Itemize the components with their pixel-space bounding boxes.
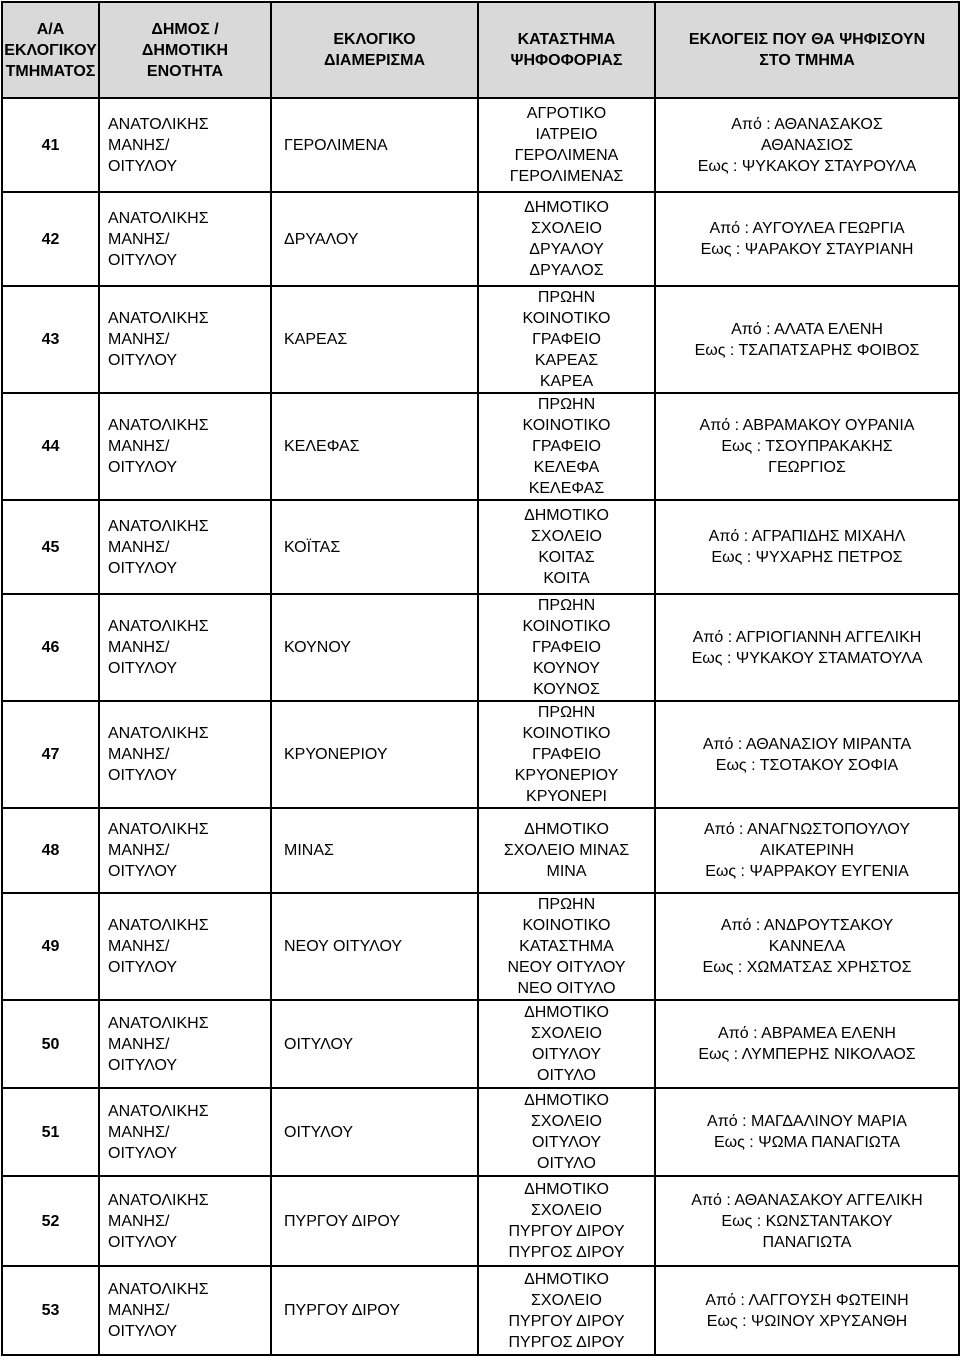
- municipal-unit-line: ΑΝΑΤΟΛΙΚΗΣ: [108, 310, 209, 327]
- municipal-unit-line: ΜΑΝΗΣ/: [108, 746, 170, 763]
- polling-station: [478, 98, 655, 192]
- polling-station-line: ΔΗΜΟΤΙΚΟ: [524, 507, 609, 524]
- voter-range-line: ΑΘΑΝΑΣΙΟΣ: [760, 136, 854, 154]
- municipal-unit-line: ΟΙΤΥΛΟΥ: [108, 559, 178, 577]
- header-line: ΔΗΜΟΣ /: [151, 20, 219, 38]
- header-line: ΔΙΑΜΕΡΙΣΜΑ: [323, 52, 426, 69]
- municipal-unit-line: ΑΝΑΤΟΛΙΚΗΣ: [108, 517, 209, 535]
- header-municipality: [99, 2, 271, 98]
- section-number: 42: [2, 192, 99, 286]
- table-header: [2, 2, 959, 98]
- municipal-unit-line: ΜΑΝΗΣ/: [108, 438, 170, 455]
- electoral-district: [271, 1088, 478, 1176]
- polling-station-line: ΓΕΡΟΛΙΜΕΝΑΣ: [509, 168, 624, 185]
- municipal-unit-line: ΜΑΝΗΣ/: [108, 938, 170, 955]
- municipal-unit-line: ΟΙΤΥΛΟΥ: [108, 1323, 178, 1340]
- polling-station-line: ΝΕΟΥ ΟΙΤΥΛΟΥ: [507, 959, 626, 976]
- municipal-unit-line: ΜΑΝΗΣ/: [108, 230, 170, 248]
- voter-range-line: ΚΑΝΝΕΛΑ: [768, 938, 846, 955]
- polling-station-line: ΓΡΑΦΕΙΟ: [532, 331, 601, 348]
- polling-station-line: ΚΡΥΟΝΕΡΙ: [526, 788, 607, 805]
- polling-station-line: ΓΡΑΦΕΙΟ: [532, 746, 601, 763]
- municipal-unit-line: ΟΙΤΥΛΟΥ: [108, 660, 178, 677]
- polling-station-line: ΣΧΟΛΕΙΟ: [531, 1202, 602, 1219]
- voter-range-line: Από : ΑΒΡΑΜΑΚΟΥ ΟΥΡΑΝΙΑ: [699, 417, 915, 434]
- voter-range: [655, 1176, 959, 1266]
- voter-range: [655, 192, 959, 286]
- header-district: [271, 2, 478, 98]
- polling-station-line: ΣΧΟΛΕΙΟ: [531, 220, 602, 237]
- header-line: ΕΚΛΟΓΙΚΟΥ: [4, 41, 97, 59]
- polling-station-line: ΙΑΤΡΕΙΟ: [535, 126, 598, 143]
- municipal-unit-line: ΟΙΤΥΛΟΥ: [108, 767, 178, 784]
- municipal-unit-line: ΜΑΝΗΣ/: [108, 1123, 170, 1141]
- polling-station-line: ΓΕΡΟΛΙΜΕΝΑ: [514, 147, 619, 164]
- table-row: [2, 393, 959, 500]
- voter-range-line: Από : ΑΝΔΡΟΥΤΣΑΚΟΥ: [720, 917, 894, 934]
- table-row: [2, 594, 959, 701]
- polling-station-line: ΠΥΡΓΟΣ ΔΙΡΟΥ: [508, 1333, 625, 1351]
- electoral-district: [271, 192, 478, 286]
- section-number: 44: [2, 393, 99, 500]
- municipal-unit-line: ΟΙΤΥΛΟΥ: [108, 352, 178, 369]
- voter-range-line: Εως : ΨΑΡΑΚΟΥ ΣΤΑΥΡΙΑΝΗ: [700, 241, 914, 258]
- electoral-district: [271, 500, 478, 594]
- voter-range: [655, 500, 959, 594]
- voter-range: [655, 286, 959, 393]
- header-line: ΔΗΜΟΤΙΚΗ: [141, 41, 229, 59]
- voter-range-line: Από : ΑΘΑΝΑΣΑΚΟΥ ΑΓΓΕΛΙΚΗ: [691, 1191, 923, 1209]
- electoral-district-line: ΝΕΟΥ ΟΙΤΥΛΟΥ: [284, 938, 403, 955]
- voter-range-line: Από : ΑΥΓΟΥΛΕΑ ΓΕΩΡΓΙΑ: [709, 220, 905, 237]
- table-row: [2, 1176, 959, 1266]
- electoral-district-line: ΚΡΥΟΝΕΡΙΟΥ: [284, 746, 388, 763]
- polling-station-line: ΔΗΜΟΤΙΚΟ: [524, 199, 609, 216]
- voter-range-line: Εως : ΨΥΚΑΚΟΥ ΣΤΑΥΡΟΥΛΑ: [697, 157, 917, 175]
- municipal-unit-line: ΑΝΑΤΟΛΙΚΗΣ: [108, 209, 209, 227]
- table-row: [2, 1088, 959, 1176]
- voter-range-line: ΠΑΝΑΓΙΩΤΑ: [762, 1233, 852, 1251]
- section-number: 49: [2, 893, 99, 1000]
- polling-station-line: ΔΗΜΟΤΙΚΟ: [524, 1181, 609, 1198]
- municipal-unit: [99, 1000, 271, 1088]
- polling-station-line: ΚΑΤΑΣΤΗΜΑ: [519, 938, 614, 955]
- polling-station-line: ΚΟΙΝΟΤΙΚΟ: [522, 310, 611, 327]
- polling-station-line: ΠΡΩΗΝ: [537, 396, 596, 413]
- municipal-unit: [99, 192, 271, 286]
- voter-range-line: Εως : ΤΣΑΠΑΤΣΑΡΗΣ ΦΟΙΒΟΣ: [694, 341, 920, 359]
- voter-range-line: Από : ΑΓΡΙΟΓΙΑΝΝΗ ΑΓΓΕΛΙΚΗ: [692, 628, 922, 646]
- section-number: 52: [2, 1176, 99, 1266]
- electoral-district: [271, 1266, 478, 1355]
- table-row: [2, 701, 959, 808]
- municipal-unit: [99, 500, 271, 594]
- municipal-unit-line: ΜΑΝΗΣ/: [108, 1035, 170, 1053]
- polling-station-line: ΝΕΟ ΟΙΤΥΛΟ: [517, 980, 616, 997]
- voter-range-line: Εως : ΨΑΡΡΑΚΟΥ ΕΥΓΕΝΙΑ: [705, 863, 909, 880]
- polling-station-line: ΟΙΤΥΛΟ: [537, 1155, 596, 1172]
- polling-station-line: ΚΟΙΤΑΣ: [538, 549, 595, 566]
- voter-range-line: Από : ΑΘΑΝΑΣΙΟΥ ΜΙΡΑΝΤΑ: [702, 735, 912, 753]
- voter-range-line: Από : ΑΝΑΓΝΩΣΤΟΠΟΥΛΟΥ: [703, 821, 911, 838]
- polling-station-line: ΚΟΥΝΟΣ: [533, 681, 600, 698]
- municipal-unit: [99, 1176, 271, 1266]
- municipal-unit-line: ΑΝΑΤΟΛΙΚΗΣ: [108, 618, 209, 635]
- municipal-unit: [99, 1088, 271, 1176]
- voter-range-line: Από : ΑΛΑΤΑ ΕΛΕΝΗ: [731, 320, 883, 338]
- polling-station: [478, 701, 655, 808]
- electoral-district-line: ΠΥΡΓΟΥ ΔΙΡΟΥ: [284, 1302, 400, 1319]
- polling-station: [478, 1000, 655, 1088]
- voter-range-line: ΓΕΩΡΓΙΟΣ: [768, 459, 846, 476]
- municipal-unit-line: ΑΝΑΤΟΛΙΚΗΣ: [108, 821, 209, 838]
- polling-station: [478, 808, 655, 893]
- voter-range-line: ΑΙΚΑΤΕΡΙΝΗ: [760, 842, 854, 859]
- section-number: 47: [2, 701, 99, 808]
- electoral-district-line: ΠΥΡΓΟΥ ΔΙΡΟΥ: [284, 1212, 400, 1230]
- polling-station-line: ΟΙΤΥΛΟ: [537, 1067, 596, 1084]
- electoral-district: [271, 286, 478, 393]
- table-row: [2, 98, 959, 192]
- polling-stations-table: [1, 1, 960, 1356]
- polling-station: [478, 1176, 655, 1266]
- municipal-unit-line: ΟΙΤΥΛΟΥ: [108, 459, 178, 476]
- header-line: ΕΚΛΟΓΙΚΟ: [333, 31, 416, 48]
- header-line: ΨΗΦΟΦΟΡΙΑΣ: [510, 52, 623, 69]
- electoral-district: [271, 893, 478, 1000]
- polling-station-line: ΔΡΥΑΛΟΥ: [529, 241, 604, 258]
- header-line: ΕΚΛΟΓΕΙΣ ΠΟΥ ΘΑ ΨΗΦΙΣΟΥΝ: [688, 31, 926, 48]
- polling-station-line: ΠΡΩΗΝ: [537, 704, 596, 721]
- electoral-district-line: ΓΕΡΟΛΙΜΕΝΑ: [284, 136, 388, 154]
- voter-range-line: Εως : ΨΩΙΝΟΥ ΧΡΥΣΑΝΘΗ: [706, 1312, 908, 1330]
- table-row: [2, 286, 959, 393]
- polling-station: [478, 893, 655, 1000]
- municipal-unit: [99, 594, 271, 701]
- polling-station-line: ΚΟΙΝΟΤΙΚΟ: [522, 725, 611, 742]
- header-line: ΤΜΗΜΑΤΟΣ: [5, 62, 96, 80]
- polling-station-line: ΚΡΥΟΝΕΡΙΟΥ: [514, 767, 619, 784]
- polling-station-line: ΠΥΡΓΟΥ ΔΙΡΟΥ: [508, 1223, 625, 1240]
- voter-range-line: Από : ΑΘΑΝΑΣΑΚΟΣ: [731, 115, 883, 133]
- electoral-district-line: ΜΙΝΑΣ: [284, 842, 334, 859]
- municipal-unit-line: ΟΙΤΥΛΟΥ: [108, 1144, 178, 1162]
- voter-range-line: Εως : ΤΣΟΥΠΡΑΚΑΚΗΣ: [721, 438, 893, 455]
- header-polling-station: [478, 2, 655, 98]
- polling-station-line: ΚΟΙΝΟΤΙΚΟ: [522, 618, 611, 635]
- municipal-unit-line: ΜΑΝΗΣ/: [108, 842, 170, 859]
- polling-station: [478, 192, 655, 286]
- polling-station-line: ΟΙΤΥΛΟΥ: [531, 1134, 602, 1151]
- polling-station-line: ΔΗΜΟΤΙΚΟ: [524, 1092, 609, 1109]
- electoral-district-line: ΚΕΛΕΦΑΣ: [284, 438, 360, 455]
- municipal-unit: [99, 701, 271, 808]
- polling-station-line: ΚΑΡΕΑΣ: [534, 352, 599, 369]
- electoral-district-line: ΚΟΪΤΑΣ: [284, 538, 341, 556]
- voter-range-line: Εως : ΨΥΧΑΡΗΣ ΠΕΤΡΟΣ: [711, 549, 903, 566]
- electoral-district-line: ΟΙΤΥΛΟΥ: [284, 1123, 354, 1141]
- polling-station-line: ΣΧΟΛΕΙΟ: [531, 528, 602, 545]
- polling-station-line: ΠΥΡΓΟΣ ΔΙΡΟΥ: [508, 1244, 625, 1261]
- municipal-unit-line: ΜΑΝΗΣ/: [108, 136, 170, 154]
- electoral-district: [271, 393, 478, 500]
- electoral-district: [271, 701, 478, 808]
- voter-range: [655, 98, 959, 192]
- voter-range-line: Εως : ΚΩΝΣΤΑΝΤΑΚΟΥ: [721, 1212, 893, 1230]
- municipal-unit-line: ΜΑΝΗΣ/: [108, 639, 170, 656]
- electoral-district: [271, 808, 478, 893]
- voter-range-line: Εως : ΨΥΚΑΚΟΥ ΣΤΑΜΑΤΟΥΛΑ: [691, 649, 923, 667]
- polling-station-line: ΠΡΩΗΝ: [537, 597, 596, 614]
- section-number: 50: [2, 1000, 99, 1088]
- electoral-district-line: ΟΙΤΥΛΟΥ: [284, 1035, 354, 1053]
- municipal-unit-line: ΟΙΤΥΛΟΥ: [108, 1056, 178, 1074]
- municipal-unit-line: ΟΙΤΥΛΟΥ: [108, 863, 178, 880]
- electoral-district: [271, 98, 478, 192]
- polling-station-line: ΚΟΙΤΑ: [543, 570, 590, 587]
- voter-range-line: Εως : ΛΥΜΠΕΡΗΣ ΝΙΚΟΛΑΟΣ: [698, 1046, 916, 1063]
- electoral-district-line: ΔΡΥΑΛΟΥ: [284, 230, 359, 248]
- municipal-unit-line: ΟΙΤΥΛΟΥ: [108, 959, 178, 976]
- header-section-number: [2, 2, 99, 98]
- municipal-unit-line: ΜΑΝΗΣ/: [108, 331, 170, 348]
- municipal-unit-line: ΑΝΑΤΟΛΙΚΗΣ: [108, 1102, 209, 1120]
- header-line: ΣΤΟ ΤΜΗΜΑ: [759, 52, 855, 69]
- section-number: 53: [2, 1266, 99, 1355]
- polling-station-line: ΣΧΟΛΕΙΟ ΜΙΝΑΣ: [503, 842, 630, 859]
- section-number: 51: [2, 1088, 99, 1176]
- polling-station-line: ΜΙΝΑ: [546, 863, 587, 880]
- electoral-district-line: ΚΟΥΝΟΥ: [284, 639, 351, 656]
- section-number: 46: [2, 594, 99, 701]
- municipal-unit-line: ΟΙΤΥΛΟΥ: [108, 157, 178, 175]
- municipal-unit: [99, 393, 271, 500]
- polling-station-line: ΚΟΙΝΟΤΙΚΟ: [522, 417, 611, 434]
- municipal-unit-line: ΑΝΑΤΟΛΙΚΗΣ: [108, 115, 209, 133]
- municipal-unit: [99, 893, 271, 1000]
- municipal-unit: [99, 98, 271, 192]
- voter-range-line: Εως : ΨΩΜΑ ΠΑΝΑΓΙΩΤΑ: [713, 1134, 901, 1151]
- municipal-unit-line: ΟΙΤΥΛΟΥ: [108, 1233, 178, 1251]
- header-line: ΕΝΟΤΗΤΑ: [146, 62, 224, 80]
- polling-station-line: ΠΥΡΓΟΥ ΔΙΡΟΥ: [508, 1312, 625, 1330]
- municipal-unit: [99, 286, 271, 393]
- polling-station-line: ΔΗΜΟΤΙΚΟ: [524, 1004, 609, 1021]
- polling-station-line: ΠΡΩΗΝ: [537, 289, 596, 306]
- polling-station-line: ΣΧΟΛΕΙΟ: [531, 1291, 602, 1309]
- polling-station-line: ΚΕΛΕΦΑ: [533, 459, 600, 476]
- table-body: [2, 98, 959, 1355]
- header-row: [2, 2, 959, 98]
- polling-station-line: ΠΡΩΗΝ: [537, 896, 596, 913]
- polling-station-line: ΑΓΡΟΤΙΚΟ: [526, 105, 607, 122]
- polling-station: [478, 500, 655, 594]
- voter-range: [655, 393, 959, 500]
- municipal-unit-line: ΜΑΝΗΣ/: [108, 1302, 170, 1319]
- municipal-unit-line: ΑΝΑΤΟΛΙΚΗΣ: [108, 1191, 209, 1209]
- electoral-district-line: ΚΑΡΕΑΣ: [284, 331, 348, 348]
- municipal-unit-line: ΟΙΤΥΛΟΥ: [108, 251, 178, 269]
- table-row: [2, 893, 959, 1000]
- municipal-unit-line: ΑΝΑΤΟΛΙΚΗΣ: [108, 1014, 209, 1032]
- voter-range: [655, 1266, 959, 1355]
- header-voters: [655, 2, 959, 98]
- electoral-district: [271, 1176, 478, 1266]
- municipal-unit-line: ΜΑΝΗΣ/: [108, 1212, 170, 1230]
- polling-station-line: ΚΑΡΕΑ: [539, 373, 594, 390]
- municipal-unit-line: ΜΑΝΗΣ/: [108, 538, 170, 556]
- voter-range: [655, 893, 959, 1000]
- municipal-unit: [99, 808, 271, 893]
- municipal-unit: [99, 1266, 271, 1355]
- polling-station-line: ΚΟΙΝΟΤΙΚΟ: [522, 917, 611, 934]
- municipal-unit-line: ΑΝΑΤΟΛΙΚΗΣ: [108, 417, 209, 434]
- voter-range-line: Εως : ΧΩΜΑΤΣΑΣ ΧΡΗΣΤΟΣ: [702, 959, 912, 976]
- polling-station: [478, 594, 655, 701]
- municipal-unit-line: ΑΝΑΤΟΛΙΚΗΣ: [108, 917, 209, 934]
- section-number: 41: [2, 98, 99, 192]
- voter-range: [655, 1088, 959, 1176]
- polling-station-line: ΣΧΟΛΕΙΟ: [531, 1025, 602, 1042]
- polling-station-line: ΔΗΜΟΤΙΚΟ: [524, 821, 609, 838]
- voter-range-line: Από : ΑΒΡΑΜΕΑ ΕΛΕΝΗ: [718, 1025, 896, 1042]
- polling-station: [478, 286, 655, 393]
- polling-station-line: ΣΧΟΛΕΙΟ: [531, 1113, 602, 1130]
- voter-range-line: Εως : ΤΣΟΤΑΚΟΥ ΣΟΦΙΑ: [715, 756, 899, 774]
- municipal-unit-line: ΑΝΑΤΟΛΙΚΗΣ: [108, 725, 209, 742]
- table-row: [2, 500, 959, 594]
- polling-station: [478, 1088, 655, 1176]
- polling-station-line: ΟΙΤΥΛΟΥ: [531, 1046, 602, 1063]
- voter-range: [655, 1000, 959, 1088]
- header-line: ΚΑΤΑΣΤΗΜΑ: [517, 31, 616, 48]
- voter-range-line: Από : ΜΑΓΔΑΛΙΝΟΥ ΜΑΡΙΑ: [707, 1113, 907, 1130]
- polling-station: [478, 1266, 655, 1355]
- section-number: 48: [2, 808, 99, 893]
- header-line: Α/Α: [36, 20, 65, 38]
- section-number: 43: [2, 286, 99, 393]
- table-row: [2, 808, 959, 893]
- voter-range: [655, 808, 959, 893]
- polling-station-line: ΓΡΑΦΕΙΟ: [532, 639, 601, 656]
- polling-station-line: ΔΡΥΑΛΟΣ: [529, 262, 604, 279]
- polling-station: [478, 393, 655, 500]
- polling-station-line: ΓΡΑΦΕΙΟ: [532, 438, 601, 455]
- polling-station-line: ΚΟΥΝΟΥ: [533, 660, 600, 677]
- polling-station-line: ΔΗΜΟΤΙΚΟ: [524, 1270, 609, 1288]
- municipal-unit-line: ΑΝΑΤΟΛΙΚΗΣ: [108, 1281, 209, 1298]
- table-row: [2, 1266, 959, 1355]
- electoral-district: [271, 1000, 478, 1088]
- electoral-district: [271, 594, 478, 701]
- voter-range-line: Από : ΑΓΡΑΠΙΔΗΣ ΜΙΧΑΗΛ: [708, 528, 906, 545]
- table-row: [2, 1000, 959, 1088]
- section-number: 45: [2, 500, 99, 594]
- table-row: [2, 192, 959, 286]
- voter-range: [655, 701, 959, 808]
- voter-range: [655, 594, 959, 701]
- polling-station-line: ΚΕΛΕΦΑΣ: [528, 480, 605, 497]
- voter-range-line: Από : ΛΑΓΓΟΥΣΗ ΦΩΤΕΙΝΗ: [705, 1291, 909, 1309]
